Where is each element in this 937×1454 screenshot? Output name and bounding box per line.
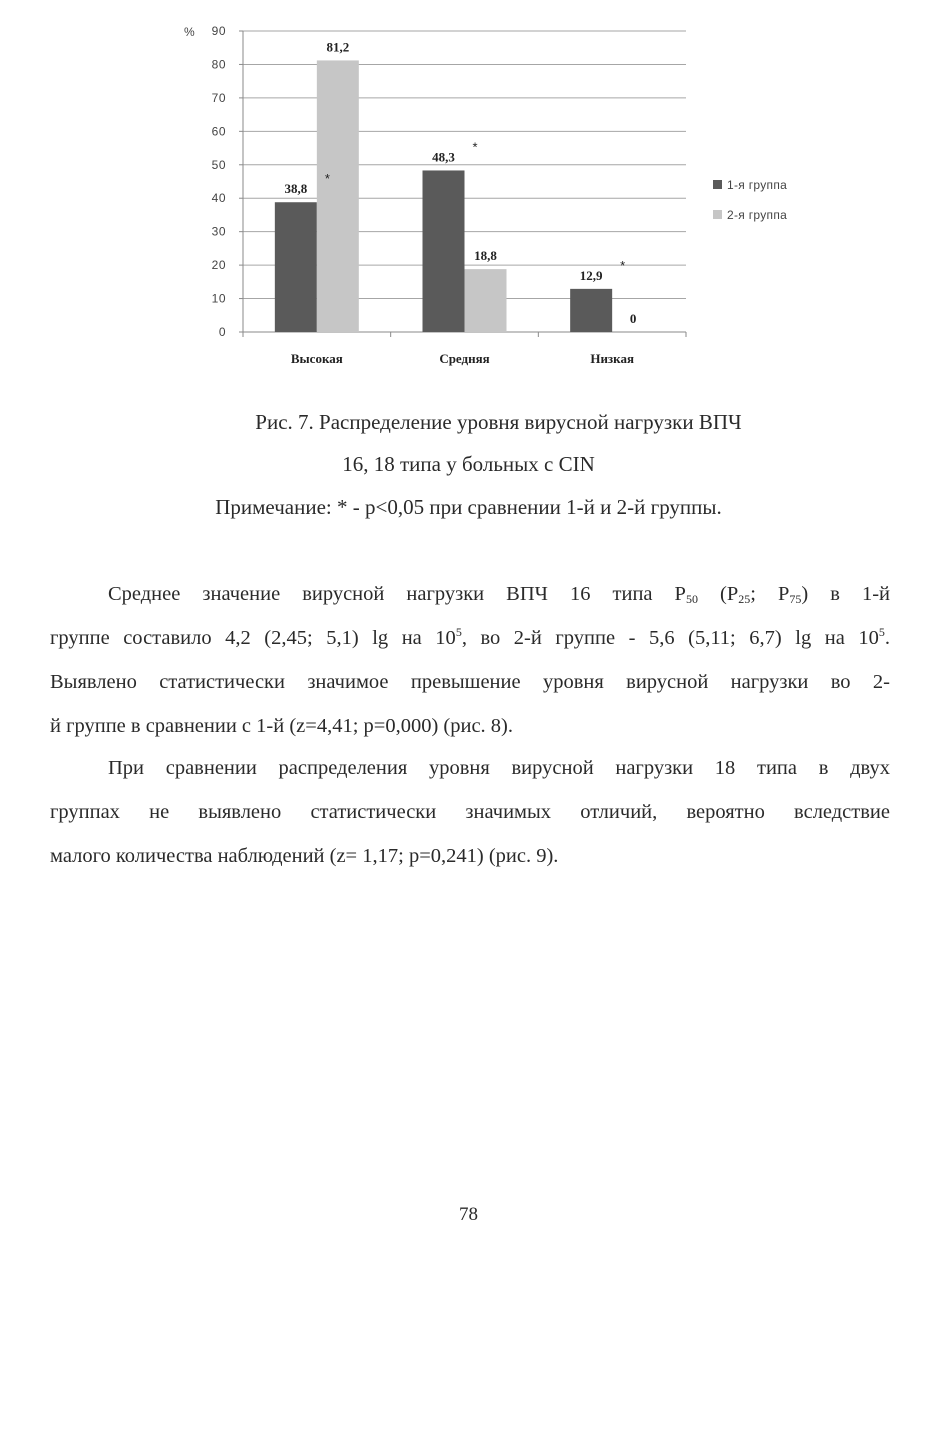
y-tick-label: 60 <box>211 124 226 139</box>
data-label: 12,9 <box>579 267 603 283</box>
bar-2-1 <box>317 60 359 332</box>
figure-caption-note: Примечание: * - p<0,05 при сравнении 1-й и 2-й группы. <box>215 495 722 519</box>
bar-chart <box>0 0 937 390</box>
paragraph-1-line-3: Выявлено статистически значимое превышение уровня вирусной нагрузки во 2- <box>50 671 890 693</box>
y-tick-label: 20 <box>211 258 226 273</box>
figure-caption-title: Рис. 7. Распределение уровня вирусной нагрузки ВПЧ <box>255 410 742 434</box>
paragraph-1-line-2: группе составило 4,2 (2,45; 5,1) lg на $10^5$, во 2-й группе - 5,6 (5,11; 6,7) lg на $10^5$. <box>50 625 890 649</box>
y-tick-label: 0 <box>218 325 226 339</box>
y-tick-label: 10 <box>211 291 226 306</box>
paragraph-2-line-2: группах не выявлено статистически значимых отличий, вероятно вследствие <box>50 801 890 823</box>
y-tick-label: 90 <box>211 24 226 38</box>
paragraph-2 <box>50 746 890 878</box>
y-tick-label: 40 <box>211 191 226 206</box>
page-number: 78 <box>459 1204 478 1225</box>
y-tick-label: 30 <box>211 224 226 239</box>
chart-bars <box>275 60 612 332</box>
x-category-label: Низкая <box>590 351 634 366</box>
data-label: 18,8 <box>474 248 497 264</box>
bar-1-2 <box>423 170 465 332</box>
x-category-label: Высокая <box>290 351 343 366</box>
paragraph-1-line-4: й группе в сравнении с 1-й (z=4,41; p=0,000) (рис. 8). <box>50 715 514 737</box>
bar-1-1 <box>275 202 317 332</box>
bar-2-2 <box>465 269 507 332</box>
x-axis-categories <box>291 351 634 366</box>
figure-caption-title-cont: 16, 18 типа у больных с CIN <box>342 452 595 476</box>
legend-label-group2: 2-я группа <box>727 208 788 222</box>
paragraph-1-line-1: Среднее значение вирусной нагрузки ВПЧ 16 типа $P_{50}$ ($P_{25}$; $P_{75}$) в 1-й <box>108 583 890 606</box>
y-tick-label: 50 <box>211 157 226 172</box>
significance-mark: * <box>472 139 478 155</box>
data-label: 0 <box>629 311 637 326</box>
legend-swatch-group1 <box>713 180 722 189</box>
paragraph-2-line-1: При сравнении распределения уровня вирусной нагрузки 18 типа в двух <box>108 757 890 779</box>
data-label: 38,8 <box>284 181 308 197</box>
bar-1-3 <box>570 289 612 332</box>
legend-label-group1: 1-я группа <box>727 178 788 192</box>
x-category-label: Средняя <box>439 351 490 366</box>
significance-mark: * <box>620 257 626 273</box>
paragraph-2-line-3: малого количества наблюдений (z= 1,17; p=0,241) (рис. 9). <box>50 845 559 867</box>
y-tick-label: 70 <box>211 90 226 105</box>
legend-swatch-group2 <box>713 210 722 219</box>
y-axis-unit-label: % <box>184 25 196 39</box>
y-axis-ticks <box>212 24 226 339</box>
paragraph-1 <box>50 572 890 748</box>
data-label: 48,3 <box>432 149 455 165</box>
y-tick-label: 80 <box>211 57 226 72</box>
data-label: 81,2 <box>326 39 350 55</box>
chart-legend <box>713 178 787 222</box>
significance-mark: * <box>324 171 330 187</box>
